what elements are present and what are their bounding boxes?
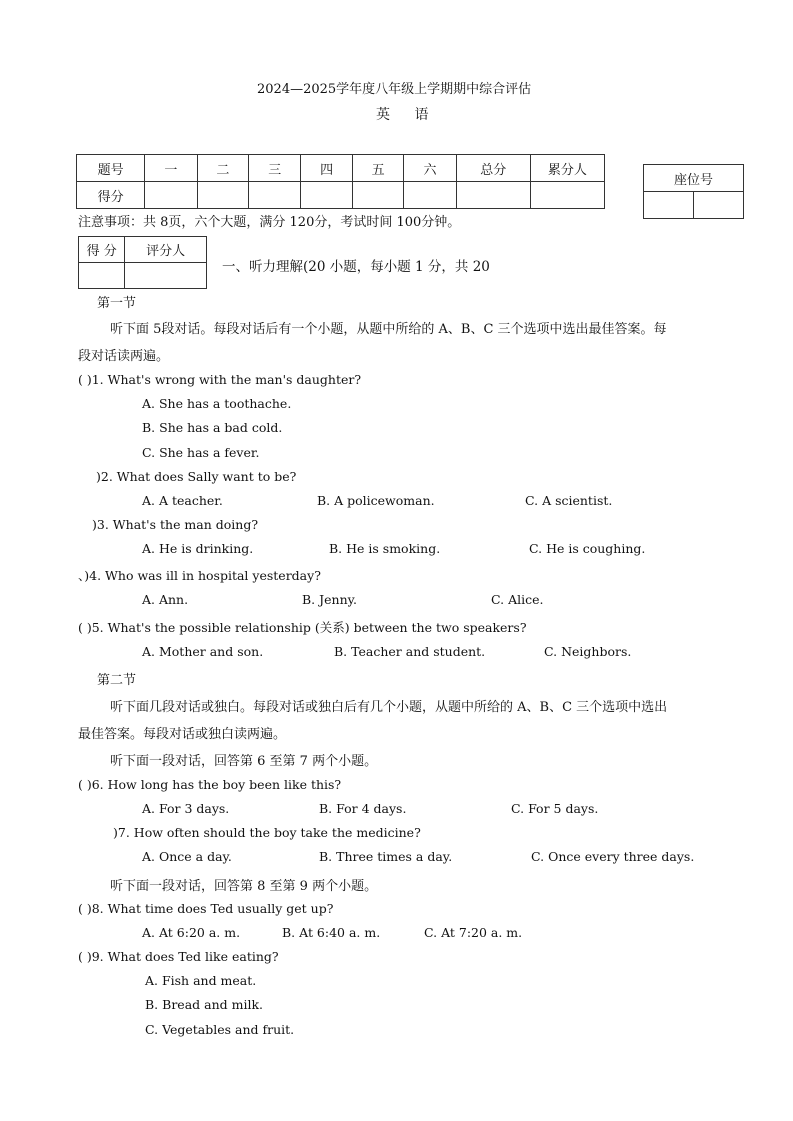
option: B. He is smoking. [329,541,441,556]
seat-number-label: 座位号 [644,165,744,192]
answer-blank[interactable]: ( ) [78,949,92,964]
option: A. At 6:20 a. m. [142,925,241,940]
score-table-header-row [77,155,605,182]
score-input-cell[interactable] [404,182,456,209]
question-text: 5. What's the possible relationship (关系) between the two speakers? [91,620,527,635]
option: B. For 4 days. [319,801,407,816]
exam-title: 2024—2025学年度八年级上学期期中综合评估 [257,82,532,97]
score-row-label: 得分 [77,182,145,209]
option: B. She has a bad cold. [142,420,283,435]
question-text: 8. What time does Ted usually get up? [91,901,334,916]
option: C. Once every three days. [531,849,695,864]
question-2 [96,469,296,484]
option: C. For 5 days. [511,801,599,816]
question-7 [113,825,421,840]
seat-number-cell[interactable] [693,192,743,219]
option: A. Once a day. [142,849,232,864]
answer-blank[interactable]: ( ) [78,372,92,387]
seat-number-cell[interactable] [644,192,694,219]
question-text: 7. How often should the boy take the medicine? [117,825,421,840]
score-header-cell: 三 [249,155,301,182]
option: A. He is drinking. [142,541,254,556]
option: B. Bread and milk. [145,997,263,1012]
subject-title: 英 语 [376,107,439,123]
option: C. A scientist. [525,493,613,508]
part2-instruction: 听下面几段对话或独白。每段对话或独白后有几个小题，从题中所给的 A、B、C 三个选项中选出 [110,700,668,715]
score-header-cell: 题号 [77,155,145,182]
answer-blank[interactable]: 、) [78,568,90,583]
option: B. A policewoman. [317,493,435,508]
question-6 [78,777,341,792]
option: C. He is coughing. [529,541,646,556]
score-input-cell[interactable] [301,182,352,209]
section-title: 一、听力理解(20 小题，每小题 1 分，共 20 [222,259,490,275]
dialog-intro-6-7: 听下面一段对话，回答第 6 至第 7 两个小题。 [110,754,378,769]
question-1 [78,372,361,387]
option: A. Mother and son. [142,644,264,659]
grader-score-cell[interactable] [79,263,125,289]
question-8 [78,901,333,916]
score-input-cell[interactable] [197,182,248,209]
option: B. At 6:40 a. m. [282,925,381,940]
part1-instruction-cont: 段对话读两遍。 [78,349,170,364]
score-table-score-row [77,182,605,209]
answer-blank[interactable]: ) [96,469,101,484]
question-text: 1. What's wrong with the man's daughter? [91,372,362,387]
question-text: 9. What does Ted like eating? [91,949,279,964]
part2-label: 第二节 [97,673,137,688]
score-header-cell: 一 [145,155,197,182]
part1-label: 第一节 [97,296,137,311]
score-header-cell: 累分人 [530,155,604,182]
exam-notice: 注意事项：共 8页，六个大题，满分 120分，考试时间 100分钟。 [78,215,461,230]
option: C. Vegetables and fruit. [145,1022,295,1037]
option: C. At 7:20 a. m. [424,925,523,940]
option: A. Ann. [142,592,189,607]
question-4 [78,566,321,584]
score-input-cell[interactable] [530,182,604,209]
option: C. Neighbors. [544,644,632,659]
option: B. Teacher and student. [334,644,486,659]
option: C. She has a fever. [142,445,260,460]
question-text: 4. Who was ill in hospital yesterday? [89,568,321,583]
question-3 [92,517,258,532]
grader-score-label: 得 分 [79,237,125,263]
option: C. Alice. [491,592,544,607]
grader-name-cell[interactable] [125,263,207,289]
score-table [76,154,605,209]
score-header-cell: 二 [197,155,248,182]
score-input-cell[interactable] [145,182,197,209]
score-input-cell[interactable] [456,182,530,209]
part2-instruction-cont: 最佳答案。每段对话或独白读两遍。 [78,727,287,742]
score-header-cell: 总分 [456,155,530,182]
option: B. Three times a day. [319,849,453,864]
grader-name-label: 评分人 [125,237,207,263]
score-input-cell[interactable] [352,182,403,209]
answer-blank[interactable]: ( ) [78,901,92,916]
option: B. Jenny. [302,592,358,607]
option: A. Fish and meat. [145,973,257,988]
score-header-cell: 六 [404,155,456,182]
answer-blank[interactable]: ) [113,825,118,840]
question-text: 2. What does Sally want to be? [100,469,297,484]
part1-instruction: 听下面 5段对话。每段对话后有一个小题，从题中所给的 A、B、C 三个选项中选出最佳答案。每 [110,322,667,337]
question-text: 3. What's the man doing? [96,517,259,532]
score-header-cell: 五 [352,155,403,182]
score-header-cell: 四 [301,155,352,182]
dialog-intro-8-9: 听下面一段对话，回答第 8 至第 9 两个小题。 [110,879,378,894]
option: A. For 3 days. [142,801,230,816]
seat-number-box [643,164,744,219]
option: A. A teacher. [142,493,223,508]
grader-table [78,236,207,289]
score-input-cell[interactable] [249,182,301,209]
question-text: 6. How long has the boy been like this? [91,777,342,792]
option: A. She has a toothache. [142,396,292,411]
answer-blank[interactable]: ) [92,517,97,532]
question-9 [78,949,279,964]
answer-blank[interactable]: ( ) [78,620,92,635]
answer-blank[interactable]: ( ) [78,777,92,792]
question-5 [78,618,527,636]
